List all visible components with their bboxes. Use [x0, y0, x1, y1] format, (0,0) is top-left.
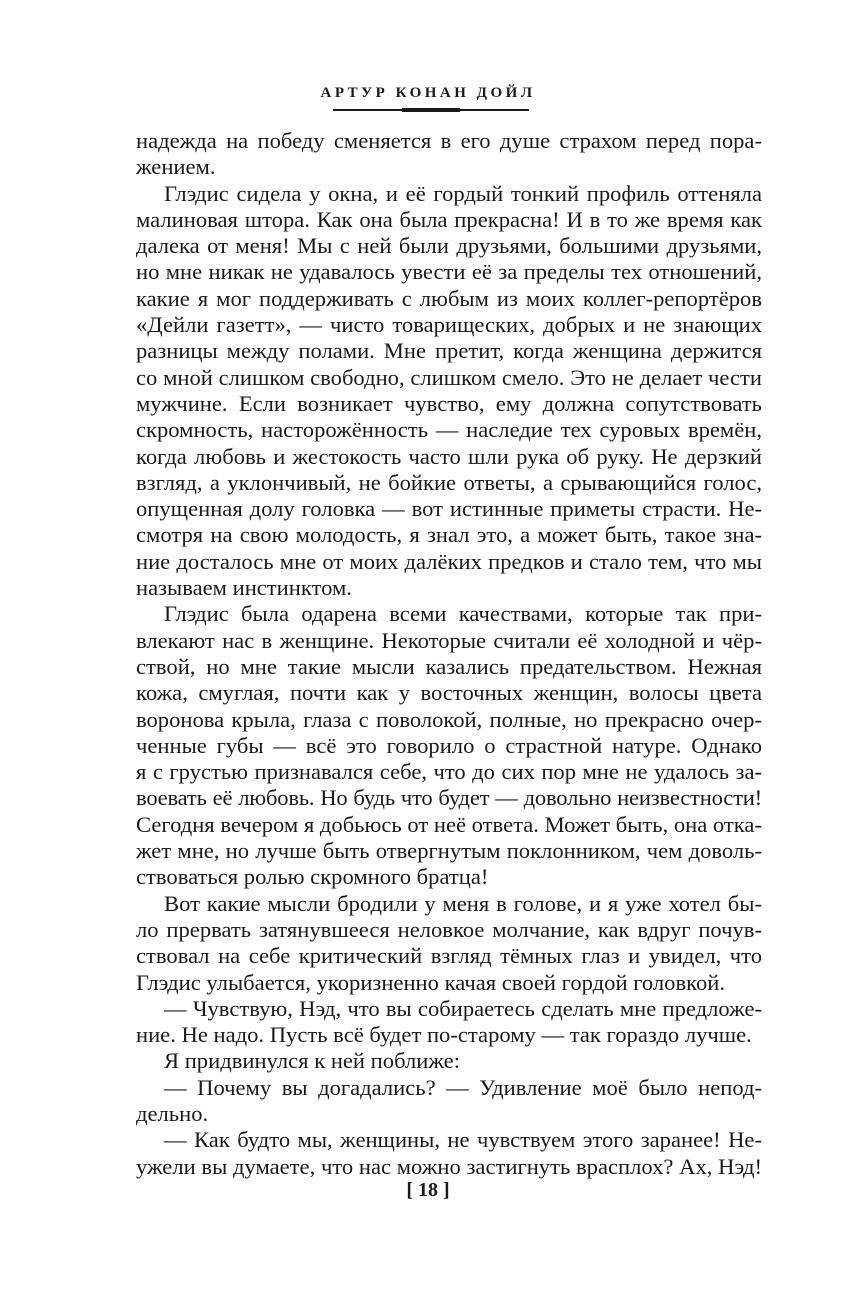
text-line: воронова крыла, глаза с поволокой, полные, но прекрасно очер- — [136, 706, 762, 732]
text-line: надежда на победу сменяется в его душе страхом перед пора- — [136, 128, 762, 153]
header-rule-ornament — [402, 108, 460, 112]
text-line: влекают нас в женщине. Некоторые считали её холодной и чёр- — [136, 627, 762, 653]
text-line: ужели вы думаете, что нас можно застигнуть врасплох? Ах, Нэд! — [136, 1153, 762, 1179]
text-line: — Чувствую, Нэд, что вы собираетесь сделать мне предложе- — [164, 995, 762, 1021]
text-line: когда любовь и жестокость часто шли рука об руку. Не дерзкий — [136, 443, 762, 469]
text-line: скромность, насторожённость — наследие тех суровых времён, — [136, 417, 762, 443]
text-line: дельно. — [136, 1100, 209, 1126]
text-line: Вот какие мысли бродили у меня в голове, и я уже хотел бы- — [164, 890, 762, 916]
text-line: ствой, но мне такие мысли казались предательством. Нежная — [136, 653, 762, 679]
text-line: взгляд, а уклончивый, не бойкие ответы, а срывающийся голос, — [136, 469, 762, 495]
text-line: Глэдис была одарена всеми качествами, которые так при- — [164, 601, 762, 627]
text-line: разницы между полами. Мне претит, когда женщина держится — [136, 338, 762, 364]
text-line: какие я мог поддерживать с любым из моих коллег-репортёров — [136, 285, 762, 311]
text-line: мужчине. Если возникает чувство, ему должна сопутствовать — [136, 390, 762, 416]
text-line: ствоваться ролью скромного братца! — [136, 864, 489, 890]
running-head — [0, 84, 856, 102]
body-text — [136, 128, 762, 1180]
text-line: ченные губы — всё это говорило о страстной натуре. Однако — [136, 732, 762, 758]
text-line: далека от меня! Мы с ней были друзьями, большими друзьями, — [136, 233, 762, 259]
text-line: я с грустью признавался себе, что до сих пор мне не удалось за- — [136, 759, 762, 785]
text-line: со мной слишком свободно, слишком смело. Это не делает чести — [136, 364, 762, 390]
text-line: ние. Не надо. Пусть всё будет по-старому — так гораздо лучше. — [136, 1022, 752, 1048]
text-line: Глэдис улыбается, укоризненно качая своей гордой головкой. — [136, 969, 726, 995]
text-line: воевать её любовь. Но будь что будет — довольно неизвестности! — [136, 785, 762, 811]
text-line: опущенная долу головка — вот истинные приметы страсти. Не- — [136, 496, 762, 522]
text-line: Сегодня вечером я добьюсь от неё ответа. Может быть, она отка- — [136, 811, 762, 837]
text-line: Я придвинулся к ней поближе: — [164, 1048, 460, 1074]
text-line: — Почему вы догадались? — Удивление моё было непод- — [164, 1074, 762, 1100]
text-line: жет мне, но лучше быть отвергнутым поклонником, чем доволь- — [136, 838, 762, 864]
text-line: — Как будто мы, женщины, не чувствуем этого заранее! Не- — [164, 1127, 762, 1153]
text-line: малиновая штора. Как она была прекрасна! И в то же время как — [136, 206, 762, 232]
text-line: ствовал на себе критический взгляд тёмных глаз и увидел, что — [136, 943, 762, 969]
text-line: жением. — [136, 154, 216, 180]
text-line: Глэдис сидела у окна, и её гордый тонкий профиль оттеняла — [164, 180, 762, 206]
text-line: «Дейли газетт», — чисто товарищеских, добрых и не знающих — [136, 312, 762, 338]
text-line: но мне никак не удавалось увести её за пределы тех отношений, — [136, 259, 762, 285]
text-line: кожа, смуглая, почти как у восточных женщин, волосы цвета — [136, 680, 762, 706]
text-line: ло прервать затянувшееся неловкое молчание, как вдруг почув- — [136, 916, 762, 942]
text-line: называем инстинктом. — [136, 575, 352, 601]
text-line: смотря на свою молодость, я знал это, а может быть, такое зна- — [136, 522, 762, 548]
author-name: АРТУР КОНАН ДОЙЛ — [320, 85, 536, 101]
text-line: ние досталось мне от моих далёких предков и стало тем, что мы — [136, 548, 762, 574]
page-number: [ 18 ] — [406, 1179, 450, 1201]
